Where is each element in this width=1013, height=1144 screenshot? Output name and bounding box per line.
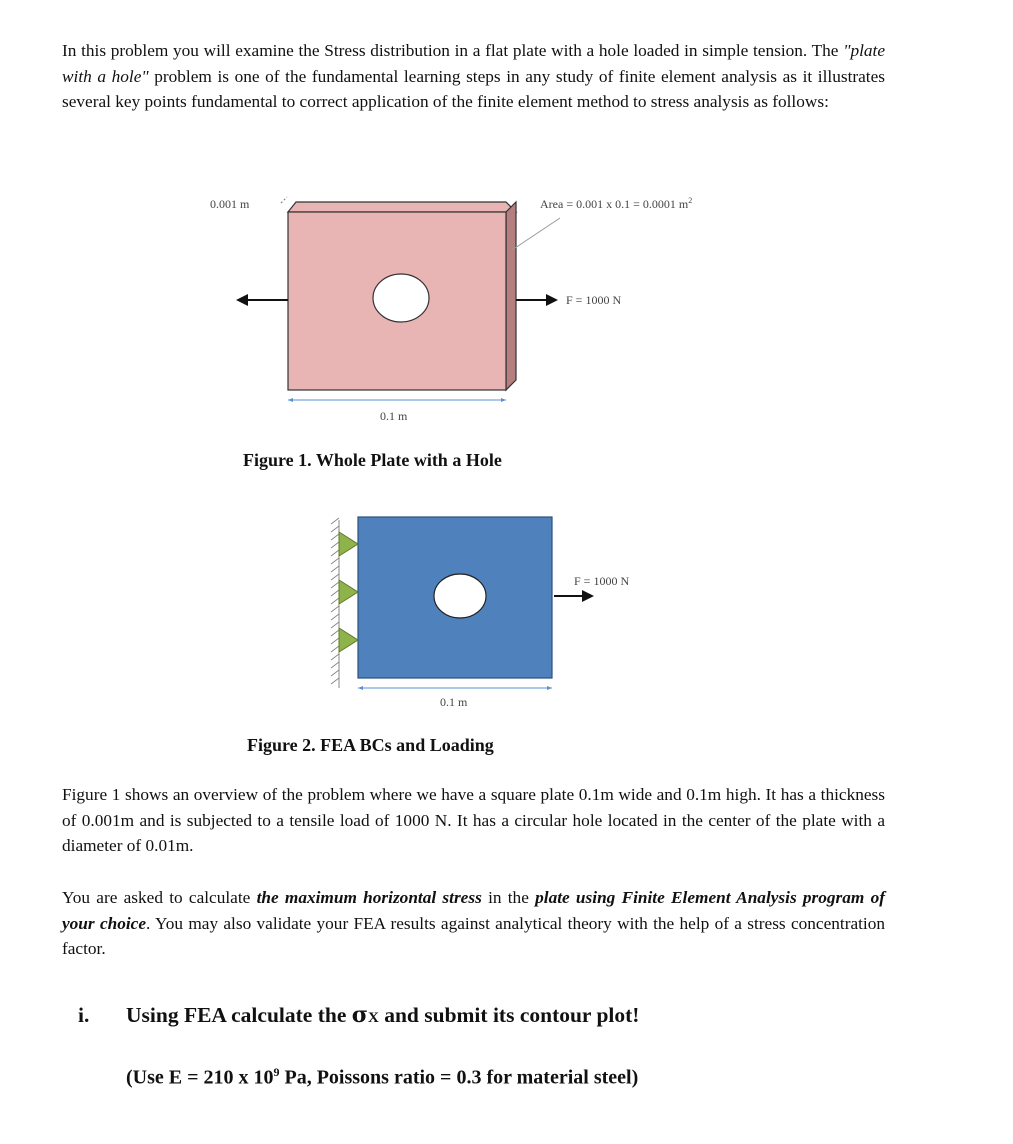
sigma-symbol: σ	[351, 1002, 368, 1028]
force-label-fig2: F = 1000 N	[574, 574, 630, 588]
question-number: i.	[78, 1003, 90, 1027]
paragraph-2-block	[62, 782, 885, 859]
intro-text-2: problem is one of the fundamental learning steps in any study of finite element analysis as it illustrates several key points fundamental to correct application of the finite element method to stress analysis as follows:	[62, 66, 885, 112]
support-triangle-2	[339, 580, 358, 604]
figure-1-drawing	[200, 190, 760, 432]
intro-paragraph-block	[62, 38, 885, 115]
emphasis-max-stress: the maximum horizontal stress	[256, 888, 482, 907]
wall-hatching	[331, 518, 339, 684]
fea-arrow-head	[582, 590, 594, 602]
intro-text-1: In this problem you will examine the Stress distribution in a flat plate with a hole loaded in simple tension. The	[62, 41, 844, 60]
area-label: Area = 0.001 x 0.1 = 0.0001 $m^2$	[540, 196, 693, 211]
figure-1	[200, 190, 760, 432]
intro-paragraph	[62, 38, 885, 115]
width-label-fig1: 0.1 m	[380, 409, 408, 423]
force-label-fig1: F = 1000 N	[566, 293, 622, 307]
plate-side-face	[506, 202, 516, 390]
fea-plate-hole	[434, 574, 486, 618]
figure-2	[326, 512, 666, 710]
figure-2-caption: Figure 2. FEA BCs and Loading	[247, 735, 494, 755]
support-triangle-1	[339, 532, 358, 556]
question-heading: i. Using FEA calculate the σX and submit its contour plot!	[78, 1002, 640, 1028]
paragraph-3-block	[62, 885, 885, 962]
intro-italic-text: "plate with a hole"	[62, 41, 885, 86]
left-arrow-head	[236, 294, 248, 306]
material-note: (Use E = 210 x $10^9$ Pa, Poissons ratio = 0.3 for material steel)	[126, 1065, 639, 1089]
right-arrow-head	[546, 294, 558, 306]
emphasis-fea-program: plate using Finite Element Analysis program of your choice	[62, 888, 886, 933]
figure-1-caption: Figure 1. Whole Plate with a Hole	[243, 450, 502, 470]
width-label-fig2: 0.1 m	[440, 695, 468, 709]
support-triangle-3	[339, 628, 358, 652]
plate-top-face	[288, 202, 516, 212]
figure-2-drawing	[326, 512, 666, 710]
paragraph-3: You are asked to calculate the maximum horizontal stress in the plate using Finite Element Analysis program of your choice. You may also validate your FEA results against analytical theory with the help of a stress concentration factor.	[62, 888, 886, 959]
paragraph-2: Figure 1 shows an overview of the problem where we have a square plate 0.1m wide and 0.1m high. It has a thickness of 0.001m and is subjected to a tensile load of 1000 N. It has a circular hole located in the center of the plate with a diameter of 0.01m.	[62, 785, 885, 856]
thickness-label: 0.001 m	[210, 197, 250, 211]
plate-hole	[373, 274, 429, 322]
